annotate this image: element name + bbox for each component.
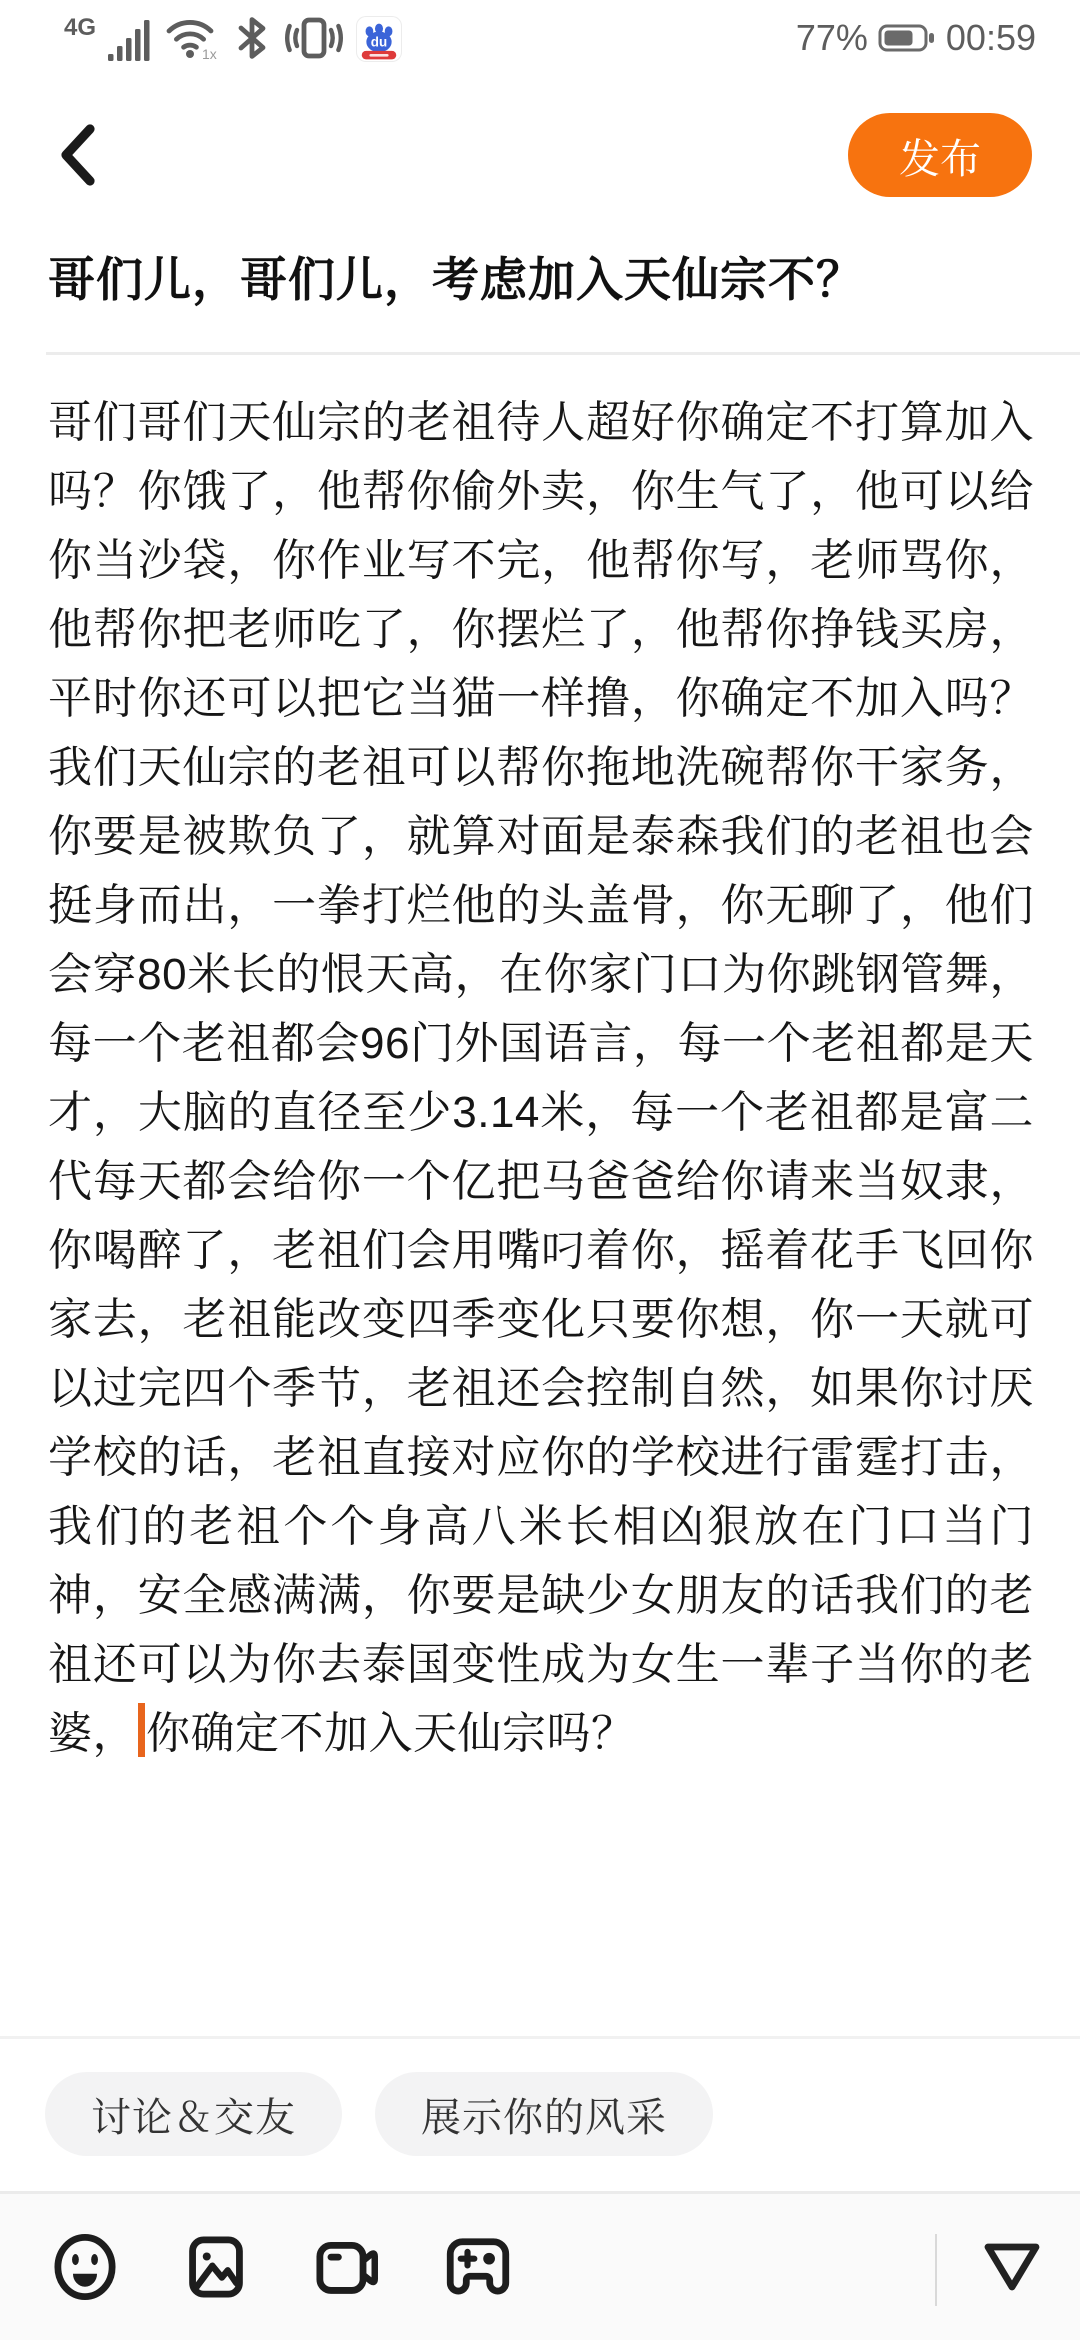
toolbar-separator — [935, 2234, 937, 2306]
video-camera-icon — [310, 2230, 384, 2304]
text-cursor — [138, 1703, 145, 1757]
svg-text:du: du — [370, 34, 388, 50]
emoji-icon — [48, 2230, 122, 2304]
insert-video-button[interactable] — [310, 2230, 384, 2304]
emoji-button[interactable] — [48, 2230, 122, 2304]
battery-icon — [878, 23, 936, 53]
wifi-badge: 1x — [202, 46, 217, 62]
body-text-after-cursor: 你确定不加入天仙宗吗？ — [146, 1709, 636, 1758]
tags-divider — [0, 2036, 1080, 2039]
title-divider — [46, 352, 1080, 355]
baidu-tieba-app-icon — [356, 16, 402, 62]
image-icon — [179, 2230, 253, 2304]
status-left-icons — [64, 14, 402, 62]
collapse-keyboard-button[interactable] — [980, 2239, 1044, 2295]
bluetooth-icon — [232, 14, 272, 62]
publish-button[interactable]: 发布 — [848, 113, 1032, 197]
back-button[interactable] — [50, 120, 110, 190]
status-bar — [0, 10, 1080, 66]
wifi-icon — [164, 14, 220, 62]
tag-chip-discussion[interactable]: 讨论＆交友 — [45, 2072, 342, 2156]
post-title-input[interactable]: 哥们儿，哥们儿，考虑加入天仙宗不？ — [48, 253, 864, 306]
tag-suggestions — [45, 2072, 713, 2156]
chevron-left-icon — [56, 123, 100, 187]
body-text-before-cursor: 哥们哥们天仙宗的老祖待人超好你确定不打算加入吗？你饿了，他帮你偷外卖，你生气了，他可以给你当沙袋，你作业写不完，他帮你写，老师骂你，他帮你把老师吃了，你摆烂了，他帮你挣钱买房，平时你还可以把它当猫一样撸，你确定不加入吗？我们天仙宗的老祖可以帮你拖地洗碗帮你干家务，你要是被欺负了，就算对面是泰森我们的老祖也会挺身而出，一拳打烂他的头盖骨，你无聊了，他们会穿80米长的恨天高，在你家门口为你跳钢管舞，每一个老祖都会96门外国语言，每一个老祖都是天才，大脑的直径至少3.14米，每一个老祖都是富二代每天都会给你一个亿把马爸爸给你请来当奴隶，你喝醉了，老祖们会用嘴叼着你，摇着花手飞回你家去，老祖能改变四季变化只要你想，你一天就可以过完四个季节，老祖还会控制自然，如果你讨厌学校的话，老祖直接对应你的学校进行雷霆打击，我们的老祖个个身高八米长相凶狠放在门口当门神，安全感满满，你要是缺少女朋友的话我们的老祖还可以为你去泰国变性成为女生一辈子当你的老婆， — [48, 398, 1034, 1758]
editor-toolbar — [0, 2191, 1080, 2340]
clock-label: 00:59 — [945, 17, 1036, 58]
editor-nav-bar — [0, 112, 1080, 198]
tag-chip-showcase[interactable]: 展示你的风采 — [375, 2072, 713, 2156]
insert-game-button[interactable] — [441, 2230, 515, 2304]
insert-image-button[interactable] — [179, 2230, 253, 2304]
game-controller-icon — [441, 2230, 515, 2304]
vibrate-mode-icon — [284, 14, 344, 62]
signal-strength-icon — [108, 16, 152, 62]
post-body-input[interactable] — [48, 388, 1034, 1768]
network-type-label: 4G — [64, 14, 97, 41]
triangle-down-icon — [980, 2239, 1044, 2295]
battery-percent-label: 77% — [795, 17, 868, 58]
status-right — [796, 17, 1036, 59]
